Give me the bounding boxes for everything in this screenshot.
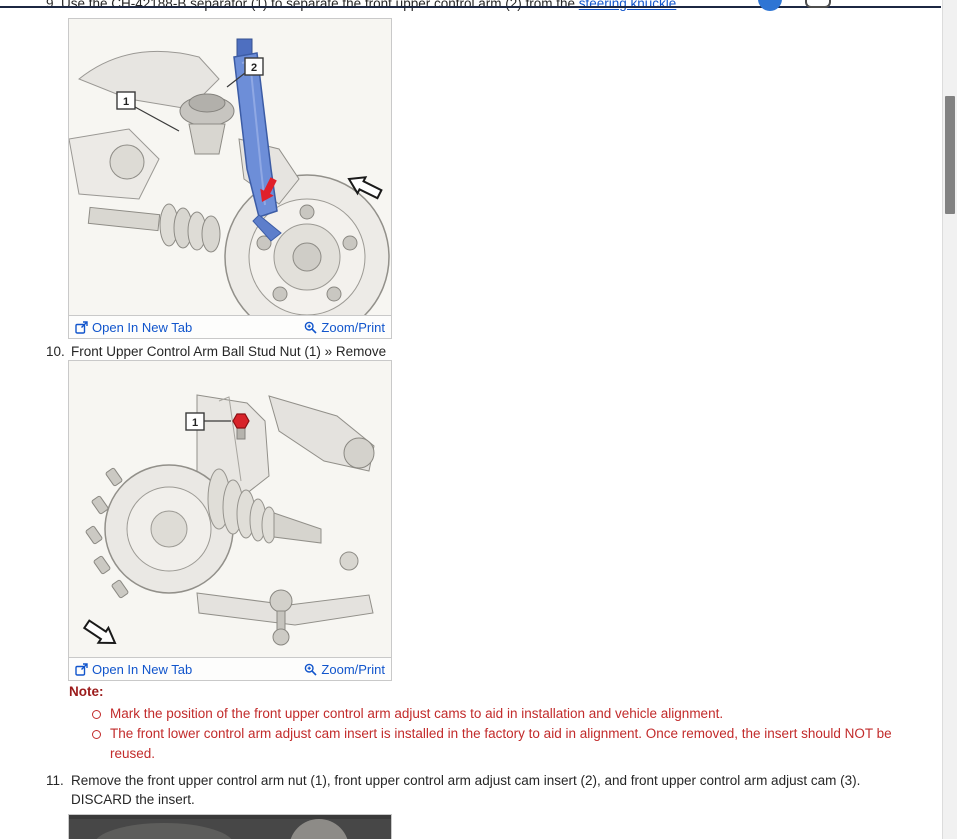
step-11-text: Remove the front upper control arm nut (1), front upper control arm adjust cam insert (2), and front upper control arm adjust cam (3). DISCARD the insert. <box>71 773 861 807</box>
note-bullet-text: The front lower control arm adjust cam insert is installed in the factory to aid in alignment. Once removed, the insert should NOT be reused. <box>110 726 892 761</box>
callout-1-label: 1 <box>191 417 199 429</box>
step-11 <box>46 771 926 809</box>
toolbar-bottom-border <box>0 6 941 8</box>
zoom-icon <box>304 663 317 676</box>
figure-3 <box>68 814 392 839</box>
note-bullet-text: Mark the position of the front upper control arm adjust cams to aid in installation and vehicle alignment. <box>110 706 724 721</box>
zoom-icon <box>304 321 317 334</box>
note-bullet-list <box>92 704 916 764</box>
figure-3-image <box>69 815 391 839</box>
bullet-marker-icon <box>92 710 101 719</box>
vertical-scrollbar[interactable] <box>942 0 957 839</box>
figure-2 <box>68 360 392 681</box>
open-in-new-tab-link[interactable] <box>75 662 192 677</box>
callout-2-label: 2 <box>250 62 258 74</box>
zoom-print-label: Zoom/Print <box>321 319 385 335</box>
callout-1-label: 1 <box>122 96 130 108</box>
figure-2-toolbar <box>69 657 391 680</box>
zoom-print-link[interactable] <box>304 662 385 677</box>
open-in-new-icon <box>75 321 88 334</box>
step-10-text: Front Upper Control Arm Ball Stud Nut (1) » Remove <box>71 344 387 359</box>
figure-2-image <box>69 361 391 657</box>
note-bullet-item <box>92 724 916 764</box>
scrollbar-thumb[interactable] <box>945 96 955 214</box>
open-in-new-tab-label: Open In New Tab <box>92 661 193 677</box>
open-in-new-tab-label: Open In New Tab <box>92 319 193 335</box>
chat-icon[interactable] <box>805 0 831 8</box>
ball-stud-nut-graphic <box>233 414 249 428</box>
zoom-print-label: Zoom/Print <box>321 661 385 677</box>
step-10 <box>46 342 926 361</box>
step-10-number: 10. <box>46 344 65 359</box>
figure-1-toolbar <box>69 315 391 338</box>
step-11-number: 11. <box>46 773 64 788</box>
open-in-new-icon <box>75 663 88 676</box>
figure-1-image <box>69 19 391 315</box>
note-bullet-item <box>92 704 916 724</box>
bullet-marker-icon <box>92 730 101 739</box>
note-label: Note: <box>69 684 104 699</box>
figure-1 <box>68 18 392 339</box>
open-in-new-tab-link[interactable] <box>75 320 192 335</box>
zoom-print-link[interactable] <box>304 320 385 335</box>
